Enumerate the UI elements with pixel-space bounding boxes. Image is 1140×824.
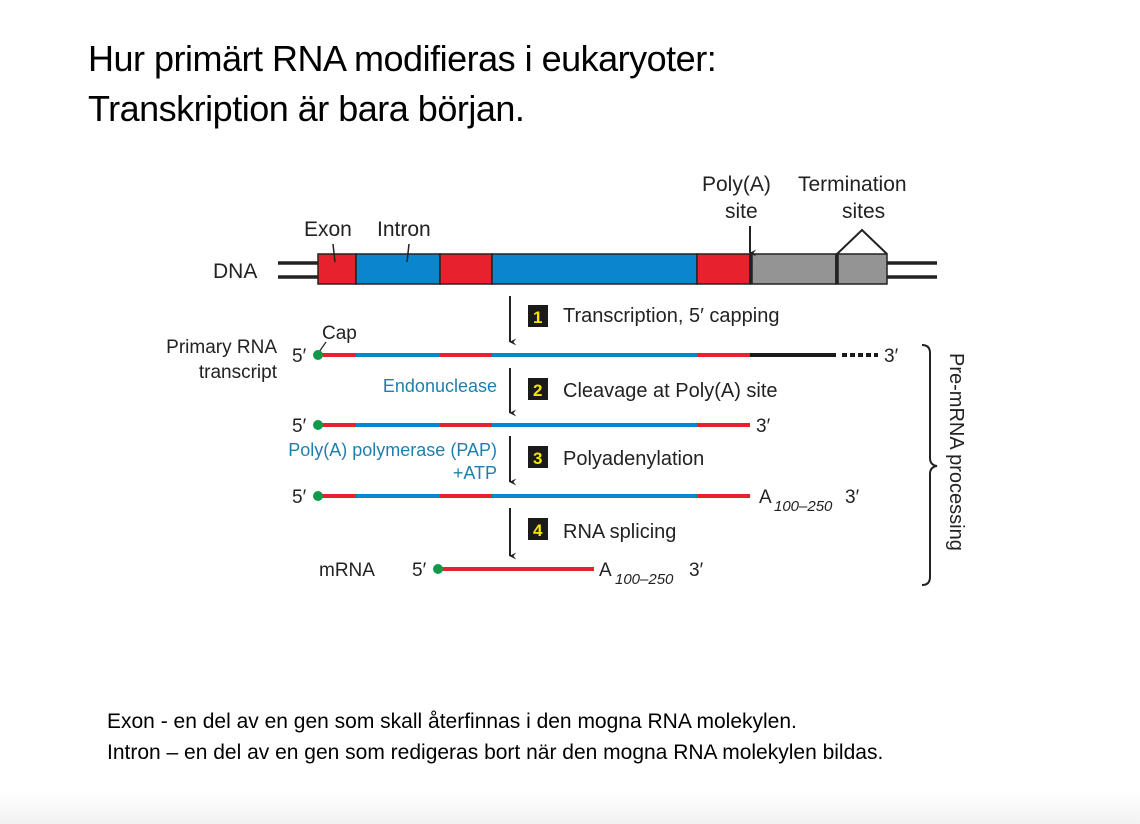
termination-caret	[837, 230, 887, 254]
title-line-1: Hur primärt RNA modifieras i eukaryoter:	[88, 38, 717, 79]
mrna-label: mRNA	[319, 560, 375, 581]
step-1-number: 1	[533, 308, 543, 327]
intron-definition: Intron – en del av en gen som redigeras bort när den mogna RNA molekylen bildas.	[107, 741, 884, 764]
termination-label-1: Termination	[798, 173, 907, 196]
pre-mrna-processing-label: Pre-mRNA processing	[945, 353, 967, 551]
primary-3prime: 3′	[884, 346, 899, 367]
step-3-number: 3	[533, 449, 543, 468]
downstream-2	[836, 254, 887, 284]
step-3-label: Polyadenylation	[563, 448, 705, 470]
cleaved-3prime: 3′	[756, 416, 771, 437]
exon-1	[318, 254, 356, 284]
pre-mrna-bracket	[922, 345, 937, 585]
endonuclease-label: Endonuclease	[382, 376, 497, 396]
polya-tail: A	[759, 487, 772, 508]
downstream-1	[750, 254, 836, 284]
polya-length: 100–250	[774, 498, 833, 515]
primary-label-1: Primary RNA	[166, 337, 277, 358]
step-4-number: 4	[533, 521, 543, 540]
polyadenylated-5prime: 5′	[292, 487, 307, 508]
polya-site-label-1: Poly(A)	[702, 173, 771, 196]
termination-label-2: sites	[842, 200, 886, 223]
pap-label: Poly(A) polymerase (PAP)	[288, 440, 497, 460]
exon-2	[440, 254, 492, 284]
cleaved-5prime: 5′	[292, 416, 307, 437]
mrna-3prime: 3′	[689, 560, 704, 581]
cap-dot	[313, 491, 323, 501]
cap-dot	[313, 420, 323, 430]
title-line-2: Transkription är bara början.	[88, 88, 525, 129]
intron-label: Intron	[377, 218, 431, 241]
step-1-label: Transcription, 5′ capping	[563, 305, 780, 327]
intron-2	[492, 254, 697, 284]
exon-definition: Exon - en del av en gen som skall återfinnas i den mogna RNA molekylen.	[107, 710, 797, 733]
atp-label: +ATP	[452, 463, 497, 483]
footer-band	[0, 792, 1140, 824]
polyadenylated-3prime: 3′	[845, 487, 860, 508]
step-4-label: RNA splicing	[563, 521, 677, 543]
step-2-number: 2	[533, 381, 543, 400]
intron-1	[356, 254, 440, 284]
mrna-polya-tail: A	[599, 560, 612, 581]
primary-label-2: transcript	[198, 362, 277, 383]
mrna-polya-length: 100–250	[615, 571, 674, 588]
mrna-5prime: 5′	[412, 560, 427, 581]
cap-dot	[313, 350, 323, 360]
exon-3	[697, 254, 750, 284]
exon-label: Exon	[304, 218, 352, 241]
cap-dot	[433, 564, 443, 574]
cap-label: Cap	[322, 323, 357, 344]
primary-5prime: 5′	[292, 346, 307, 367]
dna-label: DNA	[213, 260, 258, 283]
step-2-label: Cleavage at Poly(A) site	[563, 380, 778, 402]
dna-gene-box	[318, 254, 887, 284]
definitions	[107, 706, 883, 768]
polya-site-label-2: site	[725, 200, 758, 223]
